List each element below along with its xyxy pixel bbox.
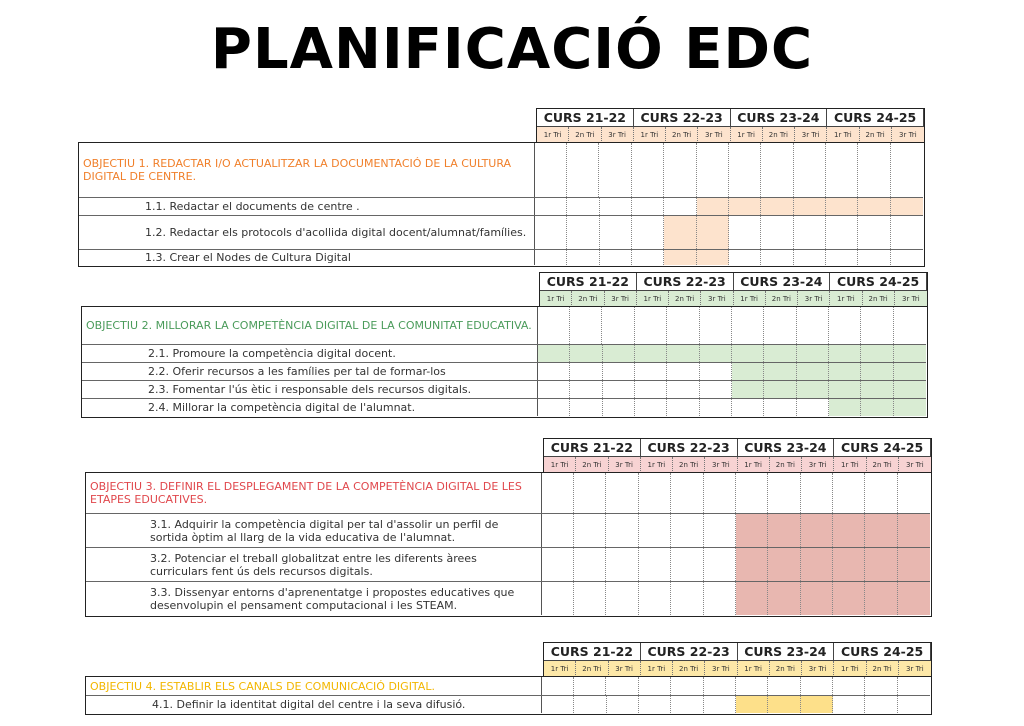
scheduled-cell (861, 345, 893, 362)
empty-cell (600, 250, 632, 265)
objective-title: OBJECTIU 1. REDACTAR I/O ACTUALITZAR LA DOCUMENTACIÓ DE LA CULTURA DIGITAL DE CENTRE. (79, 143, 535, 197)
empty-cell (704, 696, 736, 713)
scheduled-cell (732, 363, 764, 380)
term-header: 2n Tri (572, 291, 604, 307)
scheduled-cell (768, 696, 800, 713)
empty-cell (671, 677, 703, 695)
scheduled-cell (697, 198, 729, 215)
empty-cell (538, 363, 570, 380)
empty-cell (764, 399, 796, 416)
empty-cell (768, 473, 800, 513)
scheduled-cell (664, 250, 696, 265)
action-label: 3.2. Potenciar el treball globalitzat entre les diferents àrees curriculars fent ús dels recursos digitals. (86, 548, 542, 581)
empty-cell (761, 216, 793, 249)
action-row (86, 581, 930, 615)
term-header: 3r Tri (899, 661, 931, 677)
scheduled-cell (865, 548, 897, 581)
year-header: CURS 22-23 (641, 439, 738, 457)
action-label: 2.2. Oferir recursos a les famílies per tal de formar-los (82, 363, 538, 380)
action-row (79, 249, 923, 265)
empty-cell (736, 473, 768, 513)
scheduled-cell (891, 198, 923, 215)
scheduled-cell (826, 198, 858, 215)
scheduled-cell (833, 548, 865, 581)
term-header: 2n Tri (673, 661, 705, 677)
scheduled-cell (829, 345, 861, 362)
empty-cell (606, 582, 638, 615)
action-row (79, 215, 923, 249)
empty-cell (606, 514, 638, 547)
empty-cell (635, 399, 667, 416)
empty-cell (607, 696, 639, 713)
empty-cell (542, 696, 574, 713)
empty-cell (603, 381, 635, 398)
empty-cell (667, 307, 699, 344)
term-header: 2n Tri (666, 127, 698, 143)
action-row (86, 695, 930, 713)
empty-cell (667, 381, 699, 398)
empty-cell (574, 582, 606, 615)
empty-cell (606, 677, 638, 695)
scheduled-cell (768, 582, 800, 615)
schedule-header (543, 642, 932, 677)
empty-cell (671, 582, 703, 615)
term-header: 1r Tri (641, 661, 673, 677)
action-label: 3.3. Dissenyar entorns d'aprenentatge i propostes educatives que desenvolupin el pensament computacional i les STEAM. (86, 582, 542, 615)
scheduled-cell (801, 548, 833, 581)
empty-cell (768, 677, 800, 695)
empty-cell (574, 473, 606, 513)
empty-cell (639, 696, 671, 713)
scheduled-cell (667, 345, 699, 362)
empty-cell (891, 143, 923, 197)
scheduled-cell (865, 582, 897, 615)
term-header: 3r Tri (795, 127, 827, 143)
empty-cell (570, 381, 602, 398)
scheduled-cell (761, 198, 793, 215)
empty-cell (761, 143, 793, 197)
empty-cell (567, 250, 599, 265)
empty-cell (732, 399, 764, 416)
scheduled-cell (801, 582, 833, 615)
term-header: 2n Tri (576, 457, 608, 473)
action-label: 1.3. Crear el Nodes de Cultura Digital (79, 250, 535, 265)
term-header: 2n Tri (673, 457, 705, 473)
scheduled-cell (829, 381, 861, 398)
scheduled-cell (829, 399, 861, 416)
scheduled-cell (797, 381, 829, 398)
empty-cell (898, 696, 930, 713)
empty-cell (603, 399, 635, 416)
scheduled-cell (898, 514, 930, 547)
empty-cell (639, 582, 671, 615)
year-header: CURS 21-22 (544, 643, 641, 661)
empty-cell (570, 307, 602, 344)
term-header: 3r Tri (798, 291, 830, 307)
year-header: CURS 21-22 (537, 109, 634, 127)
term-header: 1r Tri (834, 457, 866, 473)
year-header: CURS 23-24 (738, 643, 835, 661)
scheduled-cell (797, 345, 829, 362)
empty-cell (542, 473, 574, 513)
action-label: 2.1. Promoure la competència digital docent. (82, 345, 538, 362)
empty-cell (704, 677, 736, 695)
scheduled-cell (764, 363, 796, 380)
term-header: 2n Tri (576, 661, 608, 677)
empty-cell (729, 143, 761, 197)
empty-cell (704, 582, 736, 615)
empty-cell (732, 307, 764, 344)
empty-cell (535, 198, 567, 215)
empty-cell (729, 250, 761, 265)
term-header: 1r Tri (830, 291, 862, 307)
empty-cell (829, 307, 861, 344)
term-header: 2n Tri (770, 457, 802, 473)
empty-cell (671, 514, 703, 547)
empty-cell (700, 363, 732, 380)
empty-cell (894, 307, 926, 344)
year-header: CURS 23-24 (738, 439, 835, 457)
scheduled-cell (894, 363, 926, 380)
empty-cell (664, 198, 696, 215)
empty-cell (865, 677, 897, 695)
term-header: 3r Tri (605, 291, 637, 307)
year-header: CURS 21-22 (544, 439, 641, 457)
scheduled-cell (894, 381, 926, 398)
empty-cell (600, 198, 632, 215)
term-header: 1r Tri (731, 127, 763, 143)
empty-cell (632, 143, 664, 197)
empty-cell (697, 143, 729, 197)
empty-cell (639, 473, 671, 513)
objective-row (86, 677, 930, 695)
empty-cell (891, 216, 923, 249)
empty-cell (801, 473, 833, 513)
action-label: 1.1. Redactar el documents de centre . (79, 198, 535, 215)
action-row (79, 197, 923, 215)
empty-cell (599, 143, 631, 197)
scheduled-cell (801, 696, 833, 713)
scheduled-cell (801, 514, 833, 547)
empty-cell (858, 143, 890, 197)
empty-cell (639, 677, 671, 695)
scheduled-cell (736, 696, 768, 713)
term-header: 1r Tri (827, 127, 859, 143)
empty-cell (801, 677, 833, 695)
empty-cell (833, 473, 865, 513)
action-row (82, 344, 926, 362)
empty-cell (865, 473, 897, 513)
scheduled-cell (729, 198, 761, 215)
empty-cell (898, 677, 930, 695)
empty-cell (535, 250, 567, 265)
scheduled-cell (861, 399, 893, 416)
scheduled-cell (894, 345, 926, 362)
year-header: CURS 22-23 (634, 109, 731, 127)
action-row (82, 398, 926, 416)
scheduled-cell (898, 548, 930, 581)
empty-cell (858, 216, 890, 249)
term-header: 1r Tri (738, 661, 770, 677)
term-header: 3r Tri (701, 291, 733, 307)
year-header: CURS 22-23 (641, 643, 738, 661)
term-header: 2n Tri (867, 457, 899, 473)
scheduled-cell (603, 345, 635, 362)
scheduled-cell (664, 216, 696, 249)
schedule-header (539, 272, 928, 307)
empty-cell (826, 250, 858, 265)
empty-cell (574, 677, 606, 695)
empty-cell (632, 216, 664, 249)
term-header: 3r Tri (609, 661, 641, 677)
action-row (86, 513, 930, 547)
term-header: 2n Tri (569, 127, 601, 143)
empty-cell (700, 381, 732, 398)
term-header: 2n Tri (867, 661, 899, 677)
year-header: CURS 24-25 (834, 643, 931, 661)
scheduled-cell (736, 582, 768, 615)
empty-cell (567, 198, 599, 215)
action-row (86, 547, 930, 581)
scheduled-cell (794, 198, 826, 215)
empty-cell (700, 399, 732, 416)
year-header: CURS 21-22 (540, 273, 637, 291)
scheduled-cell (732, 381, 764, 398)
empty-cell (667, 363, 699, 380)
action-label: 2.3. Fomentar l'ús ètic i responsable dels recursos digitals. (82, 381, 538, 398)
term-header: 1r Tri (540, 291, 572, 307)
empty-cell (635, 307, 667, 344)
year-header: CURS 23-24 (734, 273, 831, 291)
empty-cell (700, 307, 732, 344)
empty-cell (535, 216, 567, 249)
scheduled-cell (833, 514, 865, 547)
empty-cell (570, 399, 602, 416)
scheduled-cell (736, 548, 768, 581)
scheduled-cell (700, 345, 732, 362)
empty-cell (797, 399, 829, 416)
scheduled-cell (858, 198, 890, 215)
empty-cell (704, 548, 736, 581)
empty-cell (639, 514, 671, 547)
empty-cell (826, 216, 858, 249)
empty-cell (794, 216, 826, 249)
empty-cell (671, 696, 703, 713)
term-header: 2n Tri (770, 661, 802, 677)
scheduled-cell (829, 363, 861, 380)
term-header: 2n Tri (763, 127, 795, 143)
empty-cell (538, 399, 570, 416)
objective-title: OBJECTIU 4. ESTABLIR ELS CANALS DE COMUNICACIÓ DIGITAL. (86, 677, 542, 695)
objective-table (85, 676, 932, 715)
action-row (82, 380, 926, 398)
empty-cell (606, 548, 638, 581)
empty-cell (794, 250, 826, 265)
scheduled-cell (861, 363, 893, 380)
empty-cell (542, 514, 574, 547)
empty-cell (632, 250, 664, 265)
term-header: 2n Tri (863, 291, 895, 307)
empty-cell (861, 307, 893, 344)
scheduled-cell (861, 381, 893, 398)
empty-cell (671, 548, 703, 581)
scheduled-cell (697, 250, 729, 265)
empty-cell (891, 250, 923, 265)
term-header: 1r Tri (544, 661, 576, 677)
empty-cell (570, 363, 602, 380)
empty-cell (600, 216, 632, 249)
year-header: CURS 24-25 (834, 439, 931, 457)
term-header: 3r Tri (802, 661, 834, 677)
scheduled-cell (768, 514, 800, 547)
year-header: CURS 24-25 (830, 273, 927, 291)
empty-cell (833, 677, 865, 695)
term-header: 2n Tri (669, 291, 701, 307)
scheduled-cell (894, 399, 926, 416)
empty-cell (635, 363, 667, 380)
year-header: CURS 22-23 (637, 273, 734, 291)
term-header: 3r Tri (705, 457, 737, 473)
term-header: 3r Tri (892, 127, 924, 143)
empty-cell (567, 143, 599, 197)
empty-cell (865, 696, 897, 713)
objective-row (82, 307, 926, 344)
empty-cell (538, 381, 570, 398)
scheduled-cell (797, 363, 829, 380)
empty-cell (535, 143, 567, 197)
empty-cell (538, 307, 570, 344)
empty-cell (704, 473, 736, 513)
empty-cell (667, 399, 699, 416)
empty-cell (671, 473, 703, 513)
action-label: 1.2. Redactar els protocols d'acollida digital docent/alumnat/famílies. (79, 216, 535, 249)
empty-cell (574, 696, 606, 713)
empty-cell (635, 381, 667, 398)
empty-cell (704, 514, 736, 547)
term-header: 1r Tri (637, 291, 669, 307)
term-header: 1r Tri (834, 661, 866, 677)
empty-cell (542, 548, 574, 581)
year-header: CURS 23-24 (731, 109, 828, 127)
term-header: 1r Tri (738, 457, 770, 473)
term-header: 3r Tri (609, 457, 641, 473)
empty-cell (761, 250, 793, 265)
term-header: 3r Tri (899, 457, 931, 473)
empty-cell (574, 514, 606, 547)
empty-cell (567, 216, 599, 249)
term-header: 2n Tri (860, 127, 892, 143)
term-header: 1r Tri (641, 457, 673, 473)
empty-cell (602, 307, 634, 344)
scheduled-cell (538, 345, 570, 362)
empty-cell (833, 696, 865, 713)
page-title: PLANIFICACIÓ EDC (210, 17, 814, 82)
empty-cell (632, 198, 664, 215)
scheduled-cell (898, 582, 930, 615)
term-header: 3r Tri (895, 291, 927, 307)
term-header: 3r Tri (705, 661, 737, 677)
schedule-header (543, 438, 932, 473)
empty-cell (736, 677, 768, 695)
scheduled-cell (732, 345, 764, 362)
empty-cell (664, 143, 696, 197)
empty-cell (764, 307, 796, 344)
scheduled-cell (768, 548, 800, 581)
objective-title: OBJECTIU 3. DEFINIR EL DESPLEGAMENT DE LA COMPETÈNCIA DIGITAL DE LES ETAPES EDUCATIVES. (86, 473, 542, 513)
action-label: 3.1. Adquirir la competència digital per tal d'assolir un perfil de sortida òptim al llarg de la vida educativa de l'alumnat. (86, 514, 542, 547)
empty-cell (606, 473, 638, 513)
term-header: 3r Tri (698, 127, 730, 143)
empty-cell (826, 143, 858, 197)
scheduled-cell (635, 345, 667, 362)
year-header: CURS 24-25 (827, 109, 924, 127)
scheduled-cell (764, 381, 796, 398)
term-header: 1r Tri (544, 457, 576, 473)
term-header: 3r Tri (802, 457, 834, 473)
empty-cell (858, 250, 890, 265)
action-row (82, 362, 926, 380)
empty-cell (639, 548, 671, 581)
empty-cell (542, 677, 574, 695)
action-label: 4.1. Definir la identitat digital del centre i la seva difusió. (86, 696, 542, 713)
objective-title: OBJECTIU 2. MILLORAR LA COMPETÈNCIA DIGITAL DE LA COMUNITAT EDUCATIVA. (82, 307, 538, 344)
empty-cell (729, 216, 761, 249)
objective-table (78, 142, 925, 267)
empty-cell (797, 307, 829, 344)
scheduled-cell (697, 216, 729, 249)
empty-cell (794, 143, 826, 197)
scheduled-cell (736, 514, 768, 547)
objective-table (81, 306, 928, 418)
empty-cell (574, 548, 606, 581)
action-label: 2.4. Millorar la competència digital de l'alumnat. (82, 399, 538, 416)
scheduled-cell (865, 514, 897, 547)
term-header: 2n Tri (766, 291, 798, 307)
empty-cell (898, 473, 930, 513)
objective-table (85, 472, 932, 617)
scheduled-cell (833, 582, 865, 615)
term-header: 1r Tri (634, 127, 666, 143)
scheduled-cell (764, 345, 796, 362)
term-header: 3r Tri (602, 127, 634, 143)
schedule-header (536, 108, 925, 143)
term-header: 1r Tri (734, 291, 766, 307)
objective-row (79, 143, 923, 197)
empty-cell (603, 363, 635, 380)
scheduled-cell (570, 345, 602, 362)
term-header: 1r Tri (537, 127, 569, 143)
objective-row (86, 473, 930, 513)
empty-cell (542, 582, 574, 615)
